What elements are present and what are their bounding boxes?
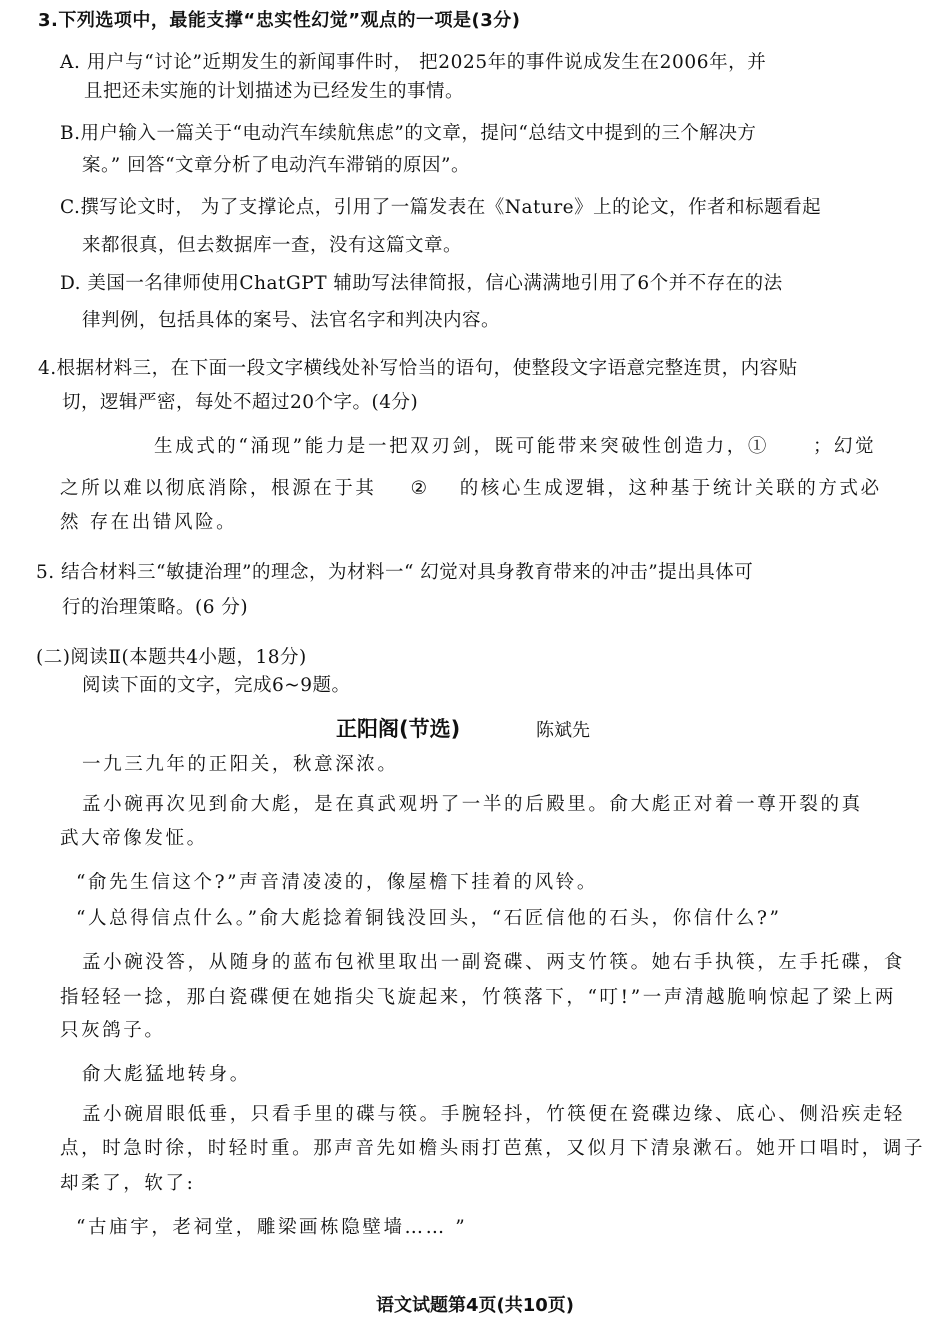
q3-option-c-line1: C.撰写论文时， 为了支撑论点，引用了一篇发表在《Nature》上的论文，作者和标题看起 (60, 197, 822, 218)
story-paragraph-6: 俞大彪猛地转身。 (82, 1064, 251, 1085)
q3-option-a-line1: A. 用户与“讨论”近期发生的新闻事件时， 把2025年的事件说成发生在2006年，并 (60, 52, 767, 73)
story-author: 陈斌先 (536, 720, 590, 741)
q3-option-b-line2: 案。” 回答“文章分析了电动汽车滞销的原因”。 (82, 155, 471, 176)
story-paragraph-4: “人总得信点什么。”俞大彪捻着铜钱没回头，“石匠信他的石头，你信什么?” (76, 908, 782, 929)
story-paragraph-2-line1: 孟小碗再次见到俞大彪，是在真武观坍了一半的后殿里。俞大彪正对着一尊开裂的真 (82, 794, 863, 815)
story-paragraph-5-line1: 孟小碗没答，从随身的蓝布包袱里取出一副瓷碟、两支竹筷。她右手执筷，左手托碟，食 (82, 952, 905, 973)
story-paragraph-7-line1: 孟小碗眉眼低垂，只看手里的碟与筷。手腕轻抖，竹筷便在瓷碟边缘、底心、侧沿疾走轻 (82, 1104, 905, 1125)
q3-option-c-line2: 来都很真，但去数据库一查，没有这篇文章。 (82, 235, 463, 256)
story-paragraph-3: “俞先生信这个?”声音清凌凌的，像屋檐下挂着的风铃。 (76, 872, 598, 893)
q4-passage-text: ；幻觉 (812, 436, 877, 457)
story-title: 正阳阁(节选) (336, 717, 461, 741)
story-paragraph-8: “古庙宇，老祠堂，雕梁画栋隐壁墙…… ” (76, 1217, 468, 1238)
q3-option-a-line2: 且把还未实施的计划描述为已经发生的事情。 (84, 81, 465, 102)
question-3-stem: 3.下列选项中，最能支撑“忠实性幻觉”观点的一项是(3分) (38, 10, 521, 31)
q4-passage-line3: 然 存在出错风险。 (60, 512, 238, 533)
answer-blank-2[interactable]: ② (410, 478, 430, 499)
q4-passage-text: 的核心生成逻辑，这种基于统计关联的方式必 (459, 478, 882, 499)
section-2-heading: (二)阅读Ⅱ(本题共4小题，18分) (36, 647, 307, 668)
question-5-line1: 5. 结合材料三“敏捷治理”的理念，为材料一“ 幻觉对具身教育带来的冲击”提出具体可 (36, 562, 754, 583)
q3-option-d-line1: D. 美国一名律师使用ChatGPT 辅助写法律简报，信心满满地引用了6个并不存在的法 (60, 273, 783, 294)
q4-passage-text: 之所以难以彻底消除，根源在于其 (60, 478, 377, 499)
story-paragraph-5-line2: 指轻轻一捻，那白瓷碟便在她指尖飞旋起来，竹筷落下，“叮!”一声清越脆响惊起了梁上两 (60, 987, 896, 1008)
question-5-line2: 行的治理策略。(6 分) (62, 597, 249, 618)
section-2-instruction: 阅读下面的文字，完成6~9题。 (82, 675, 351, 696)
q3-option-d-line2: 律判例，包括具体的案号、法官名字和判决内容。 (82, 310, 501, 331)
page-footer: 语文试题第4页(共10页) (375, 1295, 575, 1316)
q4-passage-text: 生成式的“涌现”能力是一把双刃剑，既可能带来突破性创造力， (154, 436, 748, 457)
story-paragraph-5-line3: 只灰鸽子。 (60, 1020, 166, 1041)
story-paragraph-1: 一九三九年的正阳关，秋意深浓。 (82, 754, 399, 775)
question-4-line2: 切，逻辑严密，每处不超过20个字。(4分) (62, 392, 419, 413)
story-paragraph-7-line2: 点，时急时徐，时轻时重。那声音先如檐头雨打芭蕉，又似月下清泉漱石。她开口唱时，调子 (60, 1138, 926, 1159)
q4-passage-line1 (154, 435, 876, 459)
q4-passage-line2 (60, 477, 882, 501)
answer-blank-1[interactable]: ① (747, 436, 769, 457)
q3-option-b-line1: B.用户输入一篇关于“电动汽车续航焦虑”的文章，提问“总结文中提到的三个解决方 (60, 123, 757, 144)
story-paragraph-7-line3: 却柔了，软了: (60, 1173, 196, 1194)
story-paragraph-2-line2: 武大帝像发怔。 (60, 828, 208, 849)
question-4-line1: 4.根据材料三，在下面一段文字横线处补写恰当的语句，使整段文字语意完整连贯，内容贴 (38, 358, 798, 379)
